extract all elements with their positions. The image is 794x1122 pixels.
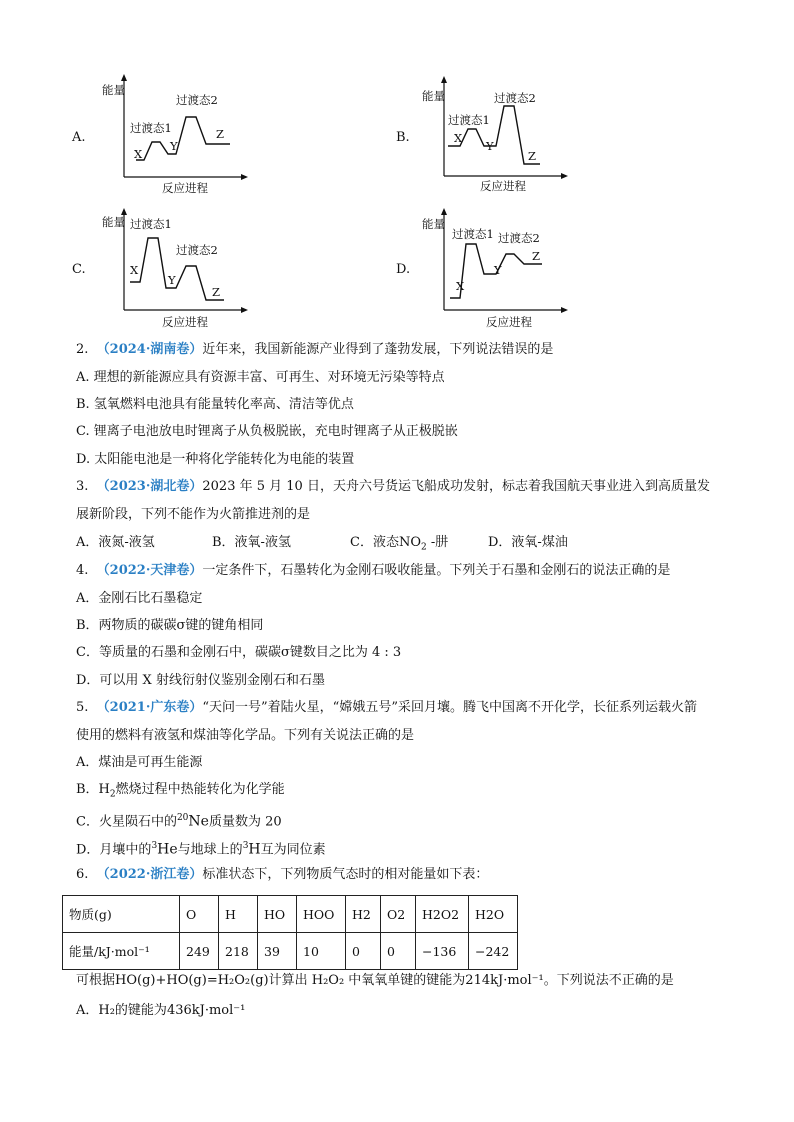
table-row-label: 能量/kJ·mol⁻¹ (63, 933, 180, 970)
table-cell: 10 (297, 933, 346, 970)
question-3-stem: 3. （2023·湖北卷）2023 年 5 月 10 日，天舟六号货运飞船成功发射，标志着我国航天事业进入到高质量发 (76, 479, 710, 494)
q4-option-a: A．金刚石比石墨稳定 (76, 591, 203, 606)
source-tag: （2021·广东卷） (96, 700, 203, 715)
ts1-label: 过渡态1 (448, 113, 490, 127)
table-header-cell: H2O (469, 896, 518, 933)
q4-option-b: B．两物质的碳碳σ键的键角相同 (76, 618, 264, 633)
table-header-cell: H (219, 896, 258, 933)
x-axis-label: 反应进程 (162, 181, 208, 195)
z-label: Z (212, 285, 220, 299)
question-2-stem: 2. （2024·湖南卷）近年来，我国新能源产业得到了蓬勃发展，下列说法错误的是 (76, 342, 554, 357)
q3-option-c: C．液态$NO_2$ -肼 (350, 535, 449, 553)
x-axis-label: 反应进程 (486, 315, 532, 329)
z-label: Z (528, 149, 536, 163)
table-row (63, 933, 518, 970)
energy-diagram-a (100, 72, 250, 196)
q2-option-b: B. 氢氧燃料电池具有能量转化率高、清洁等优点 (76, 397, 354, 412)
source-tag: （2022·天津卷） (96, 563, 203, 578)
y-axis-label: 能量 (422, 217, 445, 231)
table-cell: 249 (180, 933, 219, 970)
option-b-label: B. (396, 130, 410, 145)
q2-option-a: A. 理想的新能源应具有资源丰富、可再生、对环境无污染等特点 (76, 370, 445, 385)
table-header-cell: HO (258, 896, 297, 933)
question-5-stem-cont: 使用的燃料有液氢和煤油等化学品。下列有关说法正确的是 (76, 728, 415, 743)
z-label: Z (216, 127, 224, 141)
question-4-stem: 4. （2022·天津卷）一定条件下，石墨转化为金刚石吸收能量。下列关于石墨和金刚石的说法正确的是 (76, 563, 671, 578)
table-cell: 0 (381, 933, 416, 970)
q4-option-d: D．可以用 X 射线衍射仪鉴别金刚石和石墨 (76, 673, 325, 688)
q5-option-c: C．火星陨石中的$^{20}$Ne质量数为 20 (76, 813, 282, 830)
q5-option-b: B．$H_2$燃烧过程中热能转化为化学能 (76, 782, 285, 800)
y-label: Y (486, 139, 494, 153)
energy-diagram-b (420, 74, 570, 198)
x-label: X (456, 279, 465, 293)
ts2-label: 过渡态2 (176, 93, 218, 107)
x-label: X (134, 147, 143, 161)
table-header-cell: O (180, 896, 219, 933)
table-cell: −242 (469, 933, 518, 970)
y-axis-label: 能量 (422, 89, 445, 103)
y-axis-label: 能量 (102, 215, 125, 229)
y-label: Y (170, 139, 178, 153)
ts1-label: 过渡态1 (452, 227, 494, 241)
y-label: Y (494, 263, 502, 277)
x-label: X (130, 263, 139, 277)
option-c-label: C. (72, 262, 86, 277)
ts1-label: 过渡态1 (130, 121, 172, 135)
source-tag: （2023·湖北卷） (96, 479, 203, 494)
table-header-cell: H2 (346, 896, 381, 933)
q2-option-c: C. 锂离子电池放电时锂离子从负极脱嵌，充电时锂离子从正极脱嵌 (76, 424, 458, 439)
table-header-cell: 物质(g) (63, 896, 180, 933)
q5-option-d: D．月壤中的$^3$He与地球上的$^3$H互为同位素 (76, 841, 326, 858)
y-axis-label: 能量 (102, 83, 125, 97)
q3-options (76, 534, 568, 557)
q4-option-c: C．等质量的石墨和金刚石中，碳碳σ键数目之比为 4 : 3 (76, 645, 402, 660)
question-3-stem-cont: 展新阶段，下列不能作为火箭推进剂的是 (76, 507, 311, 522)
x-axis-label: 反应进程 (162, 315, 208, 329)
question-5-stem: 5. （2021·广东卷）“天问一号”着陆火星，“嫦娥五号”采回月壤。腾飞中国离不开化学，长征系列运载火箭 (76, 700, 697, 715)
z-label: Z (532, 249, 540, 263)
q3-option-b: B．液氧-液氢 (212, 535, 291, 550)
energy-diagram-d (420, 206, 570, 330)
ts1-label: 过渡态1 (130, 217, 172, 231)
q5-option-a: A．煤油是可再生能源 (76, 755, 203, 770)
q6-option-a: A．H₂的键能为436kJ·mol⁻¹ (76, 1003, 246, 1018)
table-header-cell: HOO (297, 896, 346, 933)
table-header-cell: H2O2 (416, 896, 469, 933)
q2-option-d: D. 太阳能电池是一种将化学能转化为电能的装置 (76, 452, 355, 467)
x-axis-label: 反应进程 (480, 179, 526, 193)
table-cell: 0 (346, 933, 381, 970)
energy-diagram-c (100, 206, 250, 330)
y-label: Y (168, 273, 176, 287)
source-tag: （2022·浙江卷） (96, 867, 203, 882)
table-cell: 218 (219, 933, 258, 970)
table-cell: 39 (258, 933, 297, 970)
q3-option-d: D．液氧-煤油 (488, 535, 568, 550)
option-d-label: D. (396, 262, 411, 277)
source-tag: （2024·湖南卷） (96, 342, 203, 357)
ts2-label: 过渡态2 (498, 231, 540, 245)
ts2-label: 过渡态2 (494, 91, 536, 105)
table-cell: −136 (416, 933, 469, 970)
relative-energy-table (62, 895, 518, 970)
question-6-text: 可根据HO(g)+HO(g)=H₂O₂(g)计算出 H₂O₂ 中氧氧单键的键能为214kJ·mol⁻¹。下列说法不正确的是 (76, 973, 674, 988)
ts2-label: 过渡态2 (176, 243, 218, 257)
table-header-cell: O2 (381, 896, 416, 933)
table-row (63, 896, 518, 933)
x-label: X (454, 131, 463, 145)
q3-option-a: A．液氮-液氢 (76, 535, 155, 550)
option-a-label: A. (72, 130, 86, 145)
question-6-stem: 6. （2022·浙江卷）标准状态下，下列物质气态时的相对能量如下表： (76, 867, 489, 882)
